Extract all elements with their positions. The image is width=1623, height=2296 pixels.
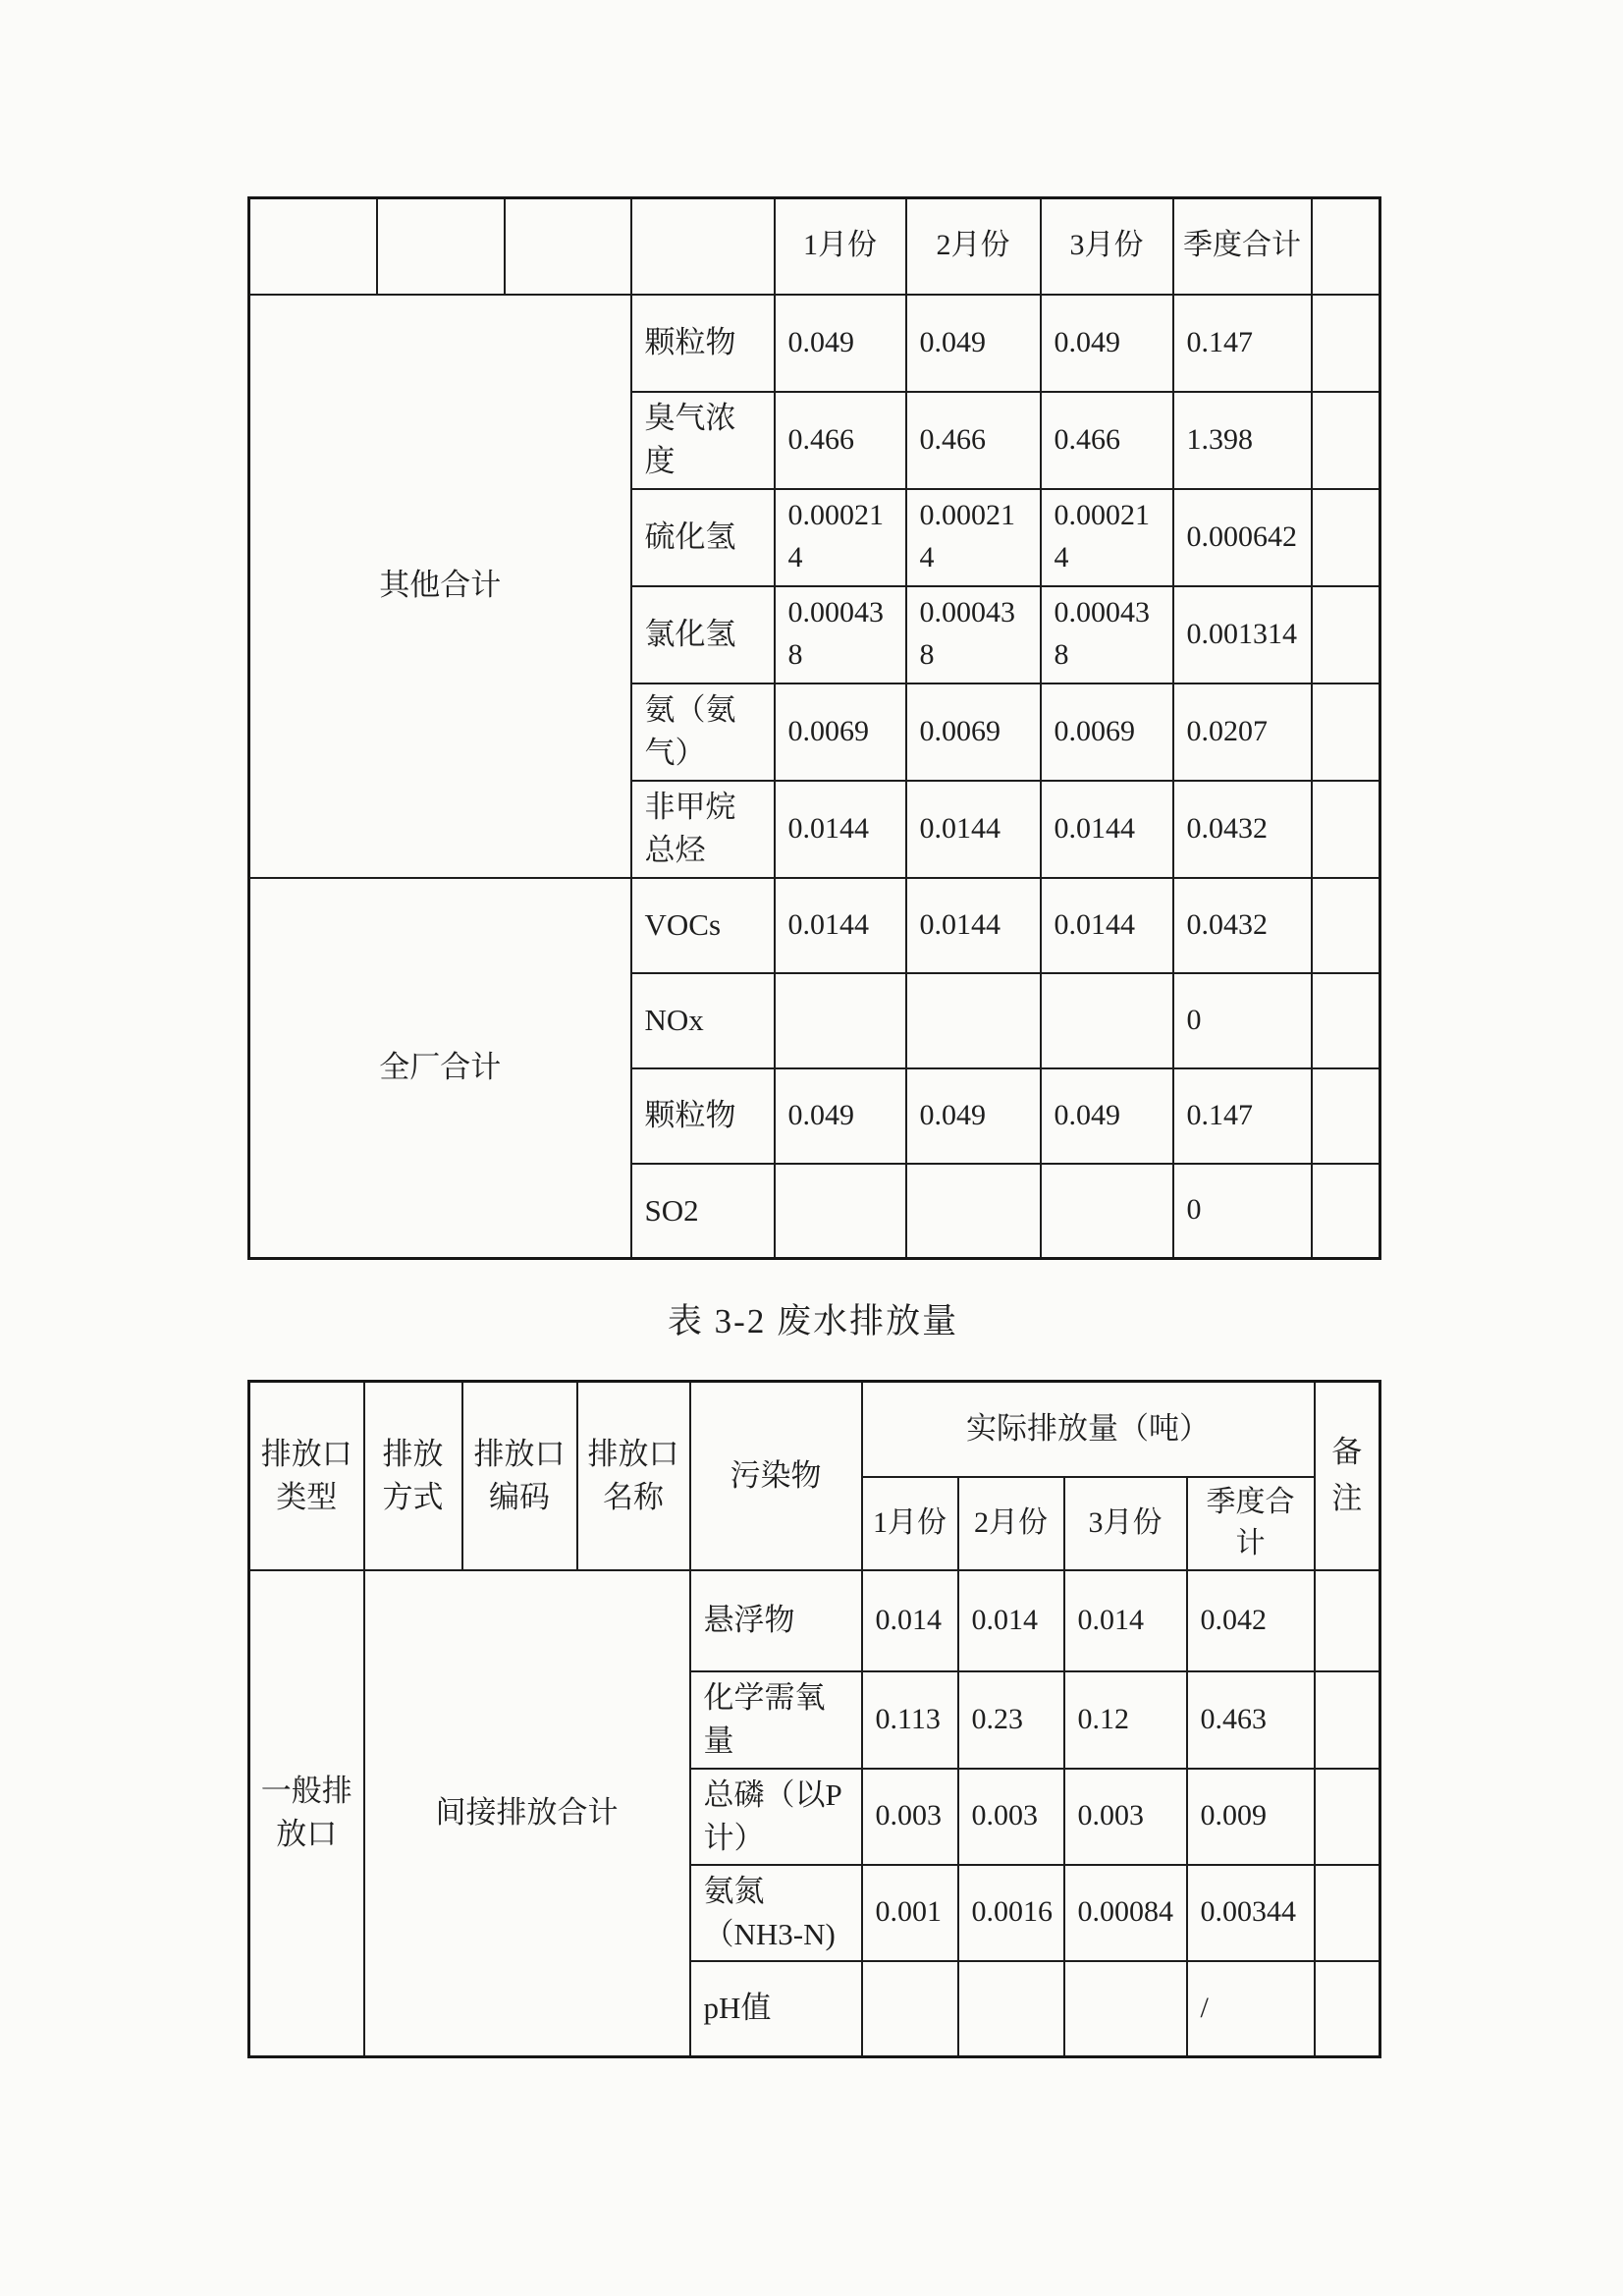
- column-header-month-3: 3月份: [1064, 1477, 1187, 1570]
- emission-value: 0.049: [906, 295, 1041, 392]
- table2-body: [249, 1570, 1380, 2057]
- empty-header-cell: [377, 198, 505, 295]
- emission-value: 0.0144: [775, 878, 906, 973]
- emission-value: /: [1187, 1961, 1315, 2057]
- emission-value: [958, 1961, 1064, 2057]
- table2-row: [249, 1570, 1380, 1671]
- emission-value: 0.00344: [1187, 1865, 1315, 1961]
- emission-value: 0.12: [1064, 1671, 1187, 1769]
- remark-cell-empty: [1312, 878, 1380, 973]
- pollutant-label: 臭气浓度: [631, 392, 775, 489]
- empty-header-cell: [249, 198, 377, 295]
- gas-emissions-table: [247, 196, 1381, 1260]
- emission-value: 0.00084: [1064, 1865, 1187, 1961]
- column-header-pollutant: 污染物: [690, 1382, 862, 1570]
- emission-value: 0.014: [958, 1570, 1064, 1671]
- emission-value: 0.000438: [775, 586, 906, 683]
- emission-value: [1064, 1961, 1187, 2057]
- emission-value: 0.466: [775, 392, 906, 489]
- emission-value: [775, 973, 906, 1068]
- remark-cell-empty: [1315, 1865, 1380, 1961]
- emission-value: 0.000214: [906, 489, 1041, 586]
- empty-header-cell: [505, 198, 631, 295]
- remark-cell-empty: [1312, 1164, 1380, 1259]
- emission-value: 0.466: [1041, 392, 1173, 489]
- emission-value: 0.0432: [1173, 781, 1312, 878]
- column-header-discharge-mode: 排放方式: [364, 1382, 462, 1570]
- remark-cell-empty: [1312, 489, 1380, 586]
- outlet-type-value: 一般排放口: [249, 1570, 364, 2057]
- emission-value: 0.000214: [1041, 489, 1173, 586]
- emission-value: 0.049: [1041, 1068, 1173, 1164]
- table2-header-row-1: [249, 1382, 1380, 1477]
- group-total-label: 全厂合计: [249, 878, 631, 1259]
- emission-value: 0.0069: [775, 683, 906, 781]
- empty-header-cell: [1312, 198, 1380, 295]
- emission-value: 0.466: [906, 392, 1041, 489]
- wastewater-table: [247, 1380, 1381, 2058]
- pollutant-label: 化学需氧量: [690, 1671, 862, 1769]
- emission-value: 0.000438: [906, 586, 1041, 683]
- pollutant-label: SO2: [631, 1164, 775, 1259]
- emission-value: 0.463: [1187, 1671, 1315, 1769]
- emission-value: 0.0144: [775, 781, 906, 878]
- emission-value: 0.0144: [906, 878, 1041, 973]
- table1-body: [249, 295, 1380, 1259]
- emission-value: [862, 1961, 958, 2057]
- discharge-group-label: 间接排放合计: [364, 1570, 690, 2057]
- remark-cell-empty: [1315, 1671, 1380, 1769]
- column-header-actual-amount: 实际排放量（吨）: [862, 1382, 1315, 1477]
- emission-value: 0.113: [862, 1671, 958, 1769]
- emission-value: 0.0069: [1041, 683, 1173, 781]
- emission-value: [1041, 973, 1173, 1068]
- table-caption: 表 3-2 废水排放量: [667, 1302, 959, 1340]
- emission-value: 0.049: [775, 295, 906, 392]
- column-header-month-1: 1月份: [775, 198, 906, 295]
- column-header-outlet-type: 排放口类型: [249, 1382, 364, 1570]
- emission-value: 0.0432: [1173, 878, 1312, 973]
- emission-value: 0.049: [906, 1068, 1041, 1164]
- column-header-month-2: 2月份: [958, 1477, 1064, 1570]
- emission-value: 0.003: [958, 1769, 1064, 1865]
- pollutant-label: VOCs: [631, 878, 775, 973]
- emission-value: 0.003: [1064, 1769, 1187, 1865]
- emission-value: 0.0207: [1173, 683, 1312, 781]
- emission-value: [775, 1164, 906, 1259]
- emission-value: [906, 973, 1041, 1068]
- pollutant-label: 氯化氢: [631, 586, 775, 683]
- emission-value: 0.0069: [906, 683, 1041, 781]
- empty-header-cell: [631, 198, 775, 295]
- emission-value: 0.000642: [1173, 489, 1312, 586]
- remark-cell-empty: [1315, 1769, 1380, 1865]
- group-total-label: 其他合计: [249, 295, 631, 878]
- column-header-month-3: 3月份: [1041, 198, 1173, 295]
- remark-cell-empty: [1315, 1961, 1380, 2057]
- emission-value: 0.042: [1187, 1570, 1315, 1671]
- pollutant-label: pH值: [690, 1961, 862, 2057]
- remark-cell-empty: [1312, 683, 1380, 781]
- emission-value: 0.147: [1173, 295, 1312, 392]
- emission-value: 0.014: [1064, 1570, 1187, 1671]
- emission-value: 0.049: [775, 1068, 906, 1164]
- column-header-outlet-code: 排放口编码: [462, 1382, 577, 1570]
- emission-value: 0.000214: [775, 489, 906, 586]
- remark-cell-empty: [1312, 1068, 1380, 1164]
- remark-cell-empty: [1312, 781, 1380, 878]
- column-header-month-2: 2月份: [906, 198, 1041, 295]
- column-header-quarter-total: 季度合计: [1187, 1477, 1315, 1570]
- table1-row: [249, 295, 1380, 392]
- emission-value: 0.0144: [1041, 781, 1173, 878]
- emission-value: 1.398: [1173, 392, 1312, 489]
- remark-cell-empty: [1312, 392, 1380, 489]
- emission-value: 0.001314: [1173, 586, 1312, 683]
- pollutant-label: 非甲烷总烃: [631, 781, 775, 878]
- pollutant-label: 悬浮物: [690, 1570, 862, 1671]
- remark-cell-empty: [1315, 1570, 1380, 1671]
- pollutant-label: NOx: [631, 973, 775, 1068]
- remark-label: 备注: [1331, 1435, 1363, 1515]
- emission-value: [906, 1164, 1041, 1259]
- emission-value: 0.147: [1173, 1068, 1312, 1164]
- emission-value: 0: [1173, 973, 1312, 1068]
- emission-value: 0.009: [1187, 1769, 1315, 1865]
- remark-cell-empty: [1312, 973, 1380, 1068]
- emission-value: 0: [1173, 1164, 1312, 1259]
- emission-value: 0.0144: [906, 781, 1041, 878]
- emission-value: 0.0144: [1041, 878, 1173, 973]
- pollutant-label: 氨氮（NH3-N): [690, 1865, 862, 1961]
- column-header-month-1: 1月份: [862, 1477, 958, 1570]
- pollutant-label: 总磷（以P计）: [690, 1769, 862, 1865]
- emission-value: [1041, 1164, 1173, 1259]
- emission-value: 0.0016: [958, 1865, 1064, 1961]
- emission-value: 0.23: [958, 1671, 1064, 1769]
- column-header-remark: [1315, 1382, 1380, 1570]
- pollutant-label: 颗粒物: [631, 295, 775, 392]
- emission-value: 0.000438: [1041, 586, 1173, 683]
- emission-value: 0.049: [1041, 295, 1173, 392]
- emission-value: 0.001: [862, 1865, 958, 1961]
- pollutant-label: 氨（氨气）: [631, 683, 775, 781]
- table1-row: [249, 878, 1380, 973]
- column-header-outlet-name: 排放口名称: [577, 1382, 690, 1570]
- emission-value: 0.014: [862, 1570, 958, 1671]
- emission-value: 0.003: [862, 1769, 958, 1865]
- remark-cell-empty: [1312, 586, 1380, 683]
- table1-header-row: [249, 198, 1380, 295]
- column-header-quarter-total: 季度合计: [1173, 198, 1312, 295]
- pollutant-label: 硫化氢: [631, 489, 775, 586]
- remark-cell-empty: [1312, 295, 1380, 392]
- pollutant-label: 颗粒物: [631, 1068, 775, 1164]
